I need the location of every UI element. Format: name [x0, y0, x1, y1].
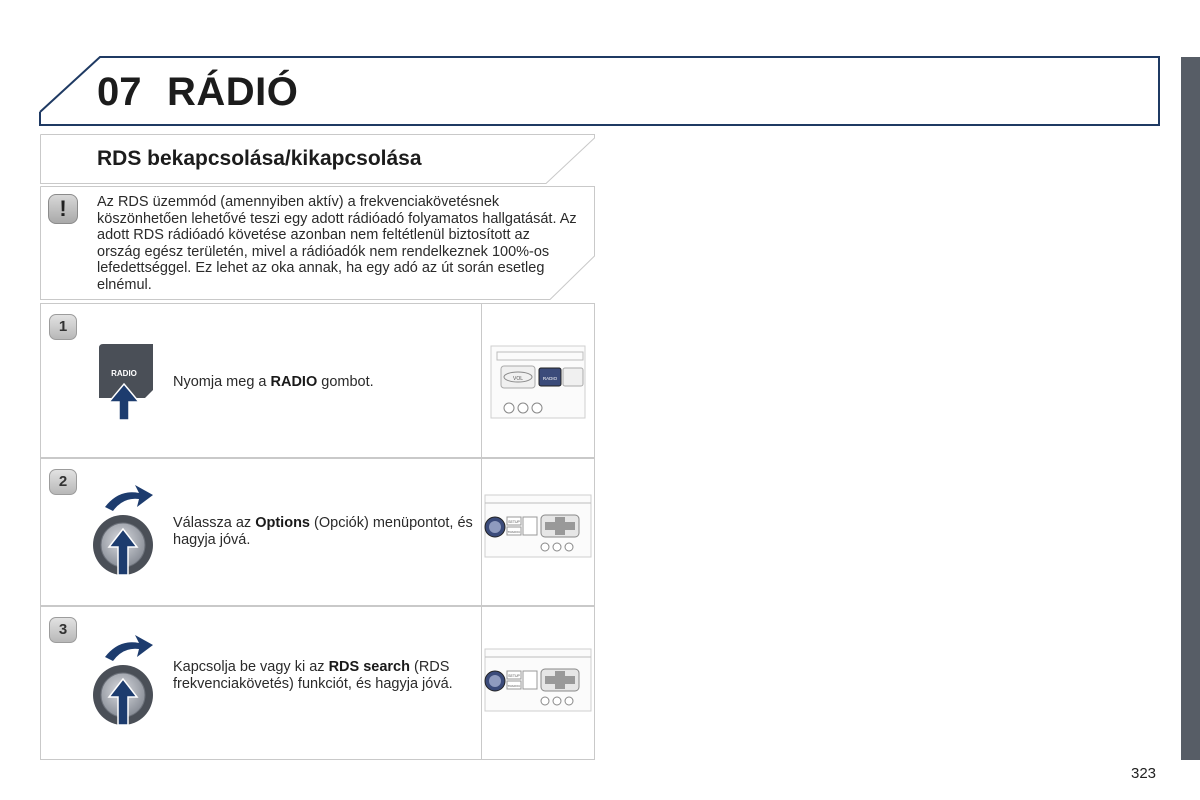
step-number-badge: 3 — [49, 617, 77, 643]
svg-text:TRAFFIC: TRAFFIC — [507, 684, 521, 688]
svg-text:SETUP: SETUP — [508, 520, 520, 524]
rotary-knob-rotate-press-icon — [91, 635, 157, 727]
step-instruction: Kapcsolja be vagy ki az RDS search (RDS frekvenciakövetés) funkciót, és hagyja jóvá. — [173, 659, 453, 692]
step-divider — [481, 459, 482, 605]
rotary-knob-rotate-press-icon — [91, 485, 157, 577]
chapter-edge-tab — [1181, 57, 1200, 760]
step-divider — [481, 607, 482, 759]
step-divider — [481, 304, 482, 457]
chapter-title: RÁDIÓ — [167, 70, 299, 114]
radio-button-label: RADIO — [111, 369, 137, 378]
control-panel-thumbnail — [483, 647, 593, 713]
svg-text:TRAFFIC: TRAFFIC — [507, 530, 521, 534]
page-number: 323 — [1131, 765, 1157, 782]
step-instruction: Nyomja meg a RADIO gombot. — [173, 374, 374, 390]
step-keyword: RADIO — [270, 374, 318, 390]
exclamation-icon: ! — [48, 194, 78, 224]
step-instruction: Válassza az Options (Opciók) menüpontot, és hagyja jóvá. — [173, 515, 473, 548]
svg-text:VOL: VOL — [512, 376, 524, 382]
step-keyword: RDS search — [328, 659, 410, 675]
step-number-badge: 1 — [49, 314, 77, 340]
warning-box — [40, 186, 595, 300]
section-title: RDS bekapcsolása/kikapcsolása — [97, 147, 422, 170]
step-card — [40, 606, 595, 760]
svg-text:SETUP: SETUP — [508, 674, 520, 678]
step-card — [40, 458, 595, 606]
warning-text: Az RDS üzemmód (amennyiben aktív) a frekvenciakövetésnek köszönhetően lehetővé teszi egy adott rádióadó folyamatos hallgatását. Az adott RDS rádióadó követése azonban nem feltétlenül biztosított az ország egész területén, mivel a rádióadók nem rendelkeznek 100%-os lefedettséggel. Ez lehet az oka annak, ha egy adó az út során esetleg elnémul. — [97, 194, 577, 293]
radio-panel-thumbnail — [489, 344, 587, 420]
step-number-badge: 2 — [49, 469, 77, 495]
chapter-header — [0, 0, 1200, 140]
control-panel-thumbnail — [483, 493, 593, 559]
radio-button-press-icon — [91, 340, 157, 420]
svg-text:RADIO: RADIO — [542, 376, 558, 381]
chapter-number: 07 — [97, 70, 142, 114]
step-card — [40, 303, 595, 458]
step-keyword: Options — [255, 515, 310, 531]
section-header — [40, 134, 595, 184]
